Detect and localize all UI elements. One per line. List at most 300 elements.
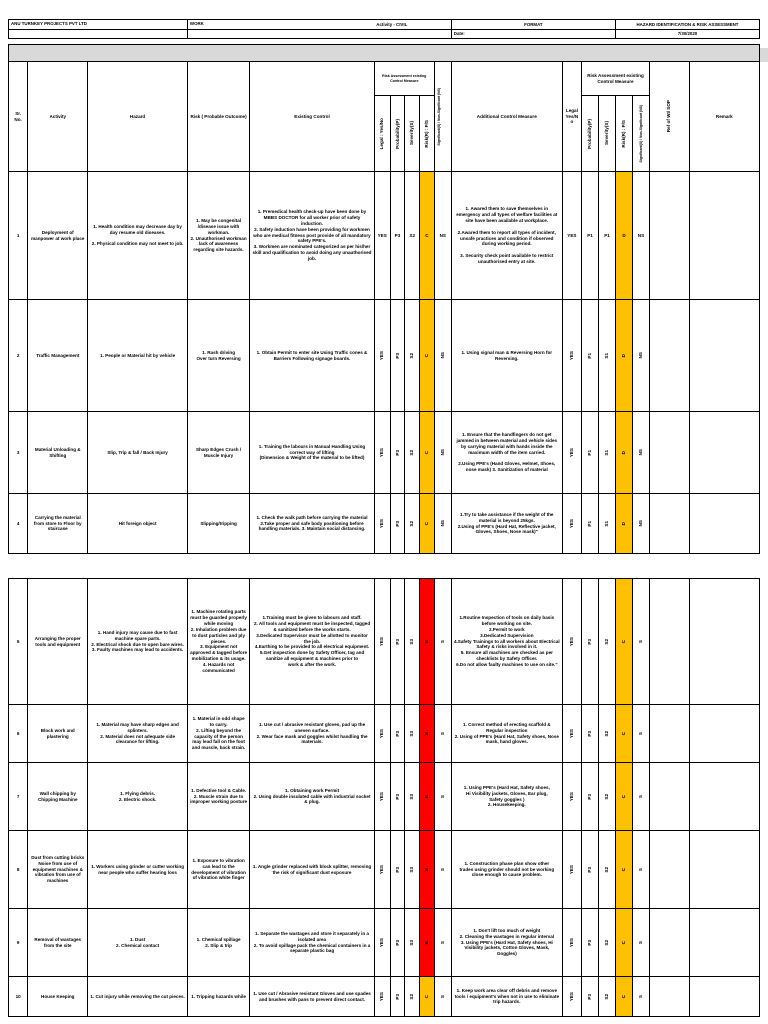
col-risk: Risk ( Probable Outcome)	[187, 62, 249, 172]
cell-sig-text: NS	[439, 232, 446, 238]
cell-activity	[28, 705, 88, 763]
cell-activity-text: House Keeping	[41, 993, 75, 999]
cell-s-text: S3	[409, 638, 415, 645]
cell-existing-text: 1. Separate the wastages and store it separately in a isolated area 2. To avoid spillage pack the chemical containers in a separate plastic bag	[253, 930, 371, 954]
cell-legal	[374, 494, 390, 554]
cell-p2	[582, 412, 599, 494]
cell-additional	[451, 831, 562, 909]
cell-sig	[434, 172, 451, 300]
cell-sig2	[632, 494, 649, 554]
cell-r2	[616, 705, 633, 763]
cell-s2-text: P1	[604, 232, 610, 238]
cell-activity	[28, 831, 88, 909]
cell-p2	[582, 300, 599, 412]
cell-sig2-text: S	[638, 867, 644, 872]
cell-legal2-text: YES	[568, 991, 574, 1002]
cell-p2-text: P3	[587, 993, 593, 1000]
cell-sig-text: S	[439, 940, 445, 945]
cell-r-text: B	[424, 940, 429, 945]
cell-legal-text: YES	[379, 864, 385, 875]
col-legal: Legal : Yes/No	[379, 117, 385, 150]
cell-sr	[9, 579, 28, 705]
cell-s	[405, 300, 420, 412]
col-significant: Significant(S) / Non-Significant (NS)	[436, 87, 441, 146]
cell-s-text: S3	[409, 939, 415, 946]
cell-legal2	[562, 494, 581, 554]
cell-risk-text: 1. Material in odd shape to carry. 2. Lifting beyond the capacity of the person may lead fall on the foot and muscle, back strain.	[191, 715, 246, 751]
cell-sr-text: 5	[16, 638, 20, 644]
cell-existing-text: 1. Obtain Permit to enter site Using Traffic cones & Barriers Following signage boards.	[256, 349, 368, 361]
cell-s2-text: S1	[604, 449, 610, 456]
cell-p	[390, 909, 405, 977]
cell-legal2-text: YES	[568, 728, 574, 739]
col-risk-rating: Risk(R) : P/S	[423, 119, 429, 148]
cell-sig	[434, 494, 451, 554]
cell-legal2	[562, 579, 581, 705]
col-legal-2: Legal Yes/No	[562, 62, 581, 172]
cell-legal2	[562, 831, 581, 909]
cell-r	[420, 494, 435, 554]
cell-legal2	[562, 705, 581, 763]
cell-activity	[28, 494, 88, 554]
cell-risk	[187, 909, 249, 977]
cell-sr	[9, 831, 28, 909]
cell-p-text: P3	[394, 793, 400, 800]
cell-activity	[28, 763, 88, 831]
cell-sig2	[633, 763, 650, 831]
cell-sig	[434, 579, 451, 705]
cell-hazard-text: 1. Hand injury may cause due to fast machine spare parts. 2. Electrical shock due to open bare wires. 3. Faulty machines may lead to accidents.	[91, 629, 184, 653]
cell-activity-text: Dust from cutting bricks Noise from use of equipment machines & vibration from use of machines	[31, 854, 85, 884]
cell-s2	[599, 494, 616, 554]
cell-sig-text: S	[439, 794, 445, 799]
col-significant-2: Significant(S) / Non-Significant (NS)	[638, 104, 643, 163]
cell-ref	[649, 494, 689, 554]
table-row	[9, 172, 760, 300]
cell-sig	[434, 705, 451, 763]
cell-ref	[649, 172, 689, 300]
cell-sig2	[633, 579, 650, 705]
cell-s2	[599, 763, 616, 831]
cell-hazard-text: Hit foreign object	[118, 520, 157, 526]
cell-p2-text: P3	[587, 939, 593, 946]
cell-s	[405, 705, 420, 763]
cell-existing	[250, 300, 375, 412]
cell-s2-text: S2	[604, 993, 610, 1000]
table-row	[9, 300, 760, 412]
date-label: Date:	[451, 30, 615, 39]
cell-sr	[9, 172, 28, 300]
cell-legal	[374, 300, 390, 412]
cell-ref	[650, 977, 690, 1017]
cell-legal	[374, 412, 390, 494]
cell-s2-text: S2	[604, 638, 610, 645]
cell-sig-text: S	[439, 867, 445, 872]
cell-sig	[434, 831, 451, 909]
cell-existing	[250, 705, 375, 763]
cell-existing	[250, 494, 375, 554]
cell-s2	[599, 705, 616, 763]
cell-legal2-text: YES	[568, 518, 574, 529]
cell-sr-text: 10	[15, 993, 21, 999]
cell-hazard	[88, 705, 188, 763]
cell-sig2	[633, 909, 650, 977]
format-label: FORMAT	[451, 20, 615, 30]
cell-additional-text: 1. Construction phase plan show other trades using grinder should not be working close enough to cause problem.	[459, 860, 555, 878]
table-row	[9, 909, 760, 977]
cell-additional-text: 1. Correct method of erecting scaffold & Regular inspection 2. Using of PPE's (Hard Hat, Safety shoes, Nose mask, hand gloves.	[454, 721, 559, 745]
cell-hazard	[88, 494, 188, 554]
cell-sig2-text: S	[638, 940, 644, 945]
cell-additional	[451, 705, 562, 763]
cell-r	[420, 909, 435, 977]
cell-p2-text: P3	[587, 730, 593, 737]
cell-sig	[434, 909, 451, 977]
cell-r2-text: C	[621, 794, 627, 799]
cell-hazard	[88, 909, 188, 977]
cell-existing-text: 1. Obtaining work Permit 2. Using double insulated cable with industrial socket & plug.	[253, 787, 371, 805]
cell-activity	[28, 412, 88, 494]
cell-sig2-text: S	[638, 794, 644, 799]
cell-sr-text: 3	[16, 449, 20, 455]
cell-r2	[616, 831, 633, 909]
cell-sig2	[633, 977, 650, 1017]
table-row	[9, 412, 760, 494]
cell-activity-text: Carrying the material from store to Floor by staircase	[33, 514, 82, 532]
cell-ref	[650, 831, 690, 909]
cell-r	[420, 579, 435, 705]
cell-sig-text: S	[439, 994, 445, 999]
cell-additional-text: 1. Keep work area clear off debris and remove tools / equipment's when not in use to eliminate trip hazards.	[454, 987, 560, 1005]
cell-p2	[582, 705, 599, 763]
cell-legal2	[562, 909, 581, 977]
cell-legal2	[562, 300, 581, 412]
cell-additional-text: 1. Awared them to save themselves in emergency and all types of welfare facilities at site have been available at workplace. 2.Awared them to report all types of incident, unsafe practices and condition if observed during working period. 3. Security check point available to restrict unauthorised entry at site.	[456, 205, 558, 265]
cell-legal-text: YES	[377, 232, 387, 238]
cell-activity-text: Arranging the proper tools and equipment	[34, 635, 81, 647]
cell-r	[420, 831, 435, 909]
cell-remark	[689, 494, 759, 554]
cell-s	[405, 579, 420, 705]
cell-r-text: C	[423, 450, 429, 455]
cell-r2-text: C	[621, 731, 627, 736]
cell-s2	[599, 300, 616, 412]
cell-hazard	[88, 831, 188, 909]
cell-activity	[28, 909, 88, 977]
cell-remark	[689, 172, 759, 300]
cell-s	[405, 172, 420, 300]
cell-risk-text: Sharp Edges Crush / Muscle Injury	[195, 446, 242, 458]
cell-r2	[616, 300, 633, 412]
cell-existing-text: 1. Training the labours in Manual Handling Using correct way of lifting (Dimension & Weight of the material to be lifted)	[258, 443, 366, 461]
col-prob-2: Probability(P)	[587, 118, 593, 149]
cell-activity-text: Block work and plastering	[40, 727, 75, 739]
cell-legal2-text: YES	[568, 350, 574, 361]
cell-r-text: B	[424, 639, 429, 644]
cell-sr	[9, 909, 28, 977]
cell-legal	[374, 579, 390, 705]
cell-remark	[689, 763, 759, 831]
cell-remark	[689, 412, 759, 494]
cell-s-text: S3	[409, 730, 415, 737]
cell-hazard-text: 1. Cut injury while removing the cut pieces.	[90, 993, 185, 999]
cell-risk	[187, 977, 249, 1017]
cell-hazard-text: 1. Dust 2. Chemical contact	[116, 936, 160, 948]
col-remark: Remark	[689, 62, 759, 172]
cell-legal2-text: YES	[568, 636, 574, 647]
cell-risk-text: 1. Exposure to vibration can lead to the development of vibration of vibration white finger	[191, 857, 246, 881]
cell-risk-text: 1. Rash driving Over turn Reversing	[196, 349, 241, 361]
hira-table-page-1	[8, 19, 760, 554]
hira-table-page-2	[8, 578, 760, 1017]
cell-r2-text: D	[622, 232, 626, 238]
company-name: ANU TURNKEY PROJECTS PVT LTD	[9, 20, 188, 30]
cell-p-text: P3	[394, 449, 400, 456]
cell-s-text: S3	[409, 866, 415, 873]
cell-r2-text: D	[621, 450, 626, 455]
cell-p-text: P3	[394, 520, 400, 527]
table-row	[9, 831, 760, 909]
cell-sig2-text: S	[638, 731, 644, 736]
cell-r-text: C	[425, 232, 429, 238]
cell-risk	[187, 831, 249, 909]
cell-p	[390, 172, 405, 300]
cell-legal2-text: YES	[568, 447, 574, 458]
cell-s-text: S2	[409, 352, 415, 359]
cell-hazard-text: 1. Material may have sharp edges and splinters. 2. Material does not adequate side clearance for lifting.	[96, 721, 179, 745]
cell-additional	[451, 579, 562, 705]
cell-legal-text: YES	[379, 447, 385, 458]
cell-r	[420, 300, 435, 412]
cell-legal-text: YES	[379, 636, 385, 647]
cell-sig2	[632, 172, 649, 300]
cell-sig2	[633, 831, 650, 909]
col-sev-2: Severity(S)	[604, 121, 610, 146]
cell-existing	[250, 763, 375, 831]
cell-legal-text: YES	[379, 728, 385, 739]
cell-r	[420, 172, 435, 300]
cell-sr-text: 2	[16, 352, 20, 358]
cell-s2-text: S2	[604, 866, 610, 873]
cell-s	[405, 831, 420, 909]
col-hazard: Hazard	[88, 62, 188, 172]
cell-p-text: P3	[394, 232, 401, 238]
col-existing-control: Existing Control	[250, 62, 375, 172]
cell-additional-text: 1. Using PPE's (Hard Hat, Safety shoes, Hi Visibility jackets, Gloves, Ear plug, Safety goggles ) 2. Housekeeping.	[463, 784, 550, 808]
cell-hazard-text: 1. Health condition may decrease day by day resume old diseases. 2. Physical condition may not meet to job.	[91, 223, 184, 247]
cell-risk	[187, 172, 249, 300]
cell-sig2-text: NS	[637, 449, 643, 456]
cell-r2-text: C	[621, 867, 627, 872]
cell-s-text: S3	[409, 793, 415, 800]
col-ra2-group: Risk Assessment existing Control Measure	[582, 62, 650, 96]
cell-additional	[451, 909, 562, 977]
cell-s-text: S2	[409, 520, 415, 527]
work-label: WORK	[187, 20, 374, 30]
cell-existing	[250, 977, 375, 1017]
cell-p	[390, 977, 405, 1017]
cell-hazard	[88, 172, 188, 300]
cell-existing	[250, 831, 375, 909]
cell-sr-text: 7	[16, 793, 20, 799]
cell-activity-text: Deployment of manpower at work place	[31, 229, 85, 241]
cell-sig	[434, 763, 451, 831]
col-prob: Probability(P)	[394, 118, 400, 149]
cell-r2-text: C	[621, 639, 627, 644]
cell-r	[420, 412, 435, 494]
cell-existing-text: 1. Check the walk path before carrying the material 2.Take proper and safe body positioning before handling materials. 3. Maintain social distancing.	[256, 514, 368, 532]
table-row	[9, 494, 760, 554]
cell-r-text: B	[424, 867, 429, 872]
cell-remark	[689, 705, 759, 763]
cell-hazard	[88, 763, 188, 831]
cell-remark	[689, 300, 759, 412]
cell-hazard-text: 1. Workers using grinder or cutter working near people who suffer hearing loss	[91, 863, 185, 875]
cell-hazard-text: 1. People or Material hit by vehicle	[100, 352, 176, 358]
cell-r2-text: C	[621, 994, 627, 999]
cell-risk	[187, 705, 249, 763]
cell-legal2	[562, 412, 581, 494]
grey-band	[760, 48, 768, 62]
cell-risk	[187, 494, 249, 554]
cell-p-text: P3	[394, 993, 400, 1000]
cell-p	[390, 579, 405, 705]
cell-legal-text: YES	[379, 991, 385, 1002]
cell-p2-text: P3	[587, 638, 593, 645]
cell-r2-text: C	[621, 940, 627, 945]
table-row	[9, 977, 760, 1017]
cell-hazard-text: Slip, Trip & fall / Back Injury	[107, 449, 168, 455]
cell-existing	[250, 909, 375, 977]
cell-s	[405, 909, 420, 977]
cell-risk	[187, 579, 249, 705]
cell-sr	[9, 412, 28, 494]
cell-existing-text: 1. Premedical health check-up have been done by MBBS DOCTOR for all worker prior of safety induction. 2. Safety induction have been providing for workmen who are medical fitness post provide of all mandatory safety PPE's. 3. Workmen are nominated categorized as per his/her skill and qualification to avoid doing any unauthorised job.	[252, 208, 372, 262]
cell-existing	[250, 579, 375, 705]
cell-s2-text: S2	[604, 793, 610, 800]
cell-legal2-text: YES	[568, 791, 574, 802]
cell-legal	[374, 763, 390, 831]
cell-legal2	[562, 172, 581, 300]
cell-existing-text: 1. Use cut / Abrasive resistant Gloves and use spades and brushes with pans to prevent direct contact.	[253, 990, 371, 1002]
table-row	[9, 763, 760, 831]
cell-sig2-text: NS	[637, 232, 645, 238]
cell-sig-text: S	[439, 639, 445, 644]
cell-s	[405, 763, 420, 831]
cell-sig-text: NS	[439, 352, 445, 359]
cell-risk-text: 1. Machine rotating parts must be guarded properly while moving 2. Inhalation problem due to dust particles and ply pieces. 3. Equipment not approved & tagged before mobilization & its usage. 4. Hazards not communicated	[190, 608, 248, 674]
col-ra-group: Risk Assessment existing Control Measure	[374, 62, 434, 96]
cell-ref	[650, 763, 690, 831]
cell-activity	[28, 172, 88, 300]
cell-remark	[689, 909, 759, 977]
cell-sr-text: 6	[16, 730, 20, 736]
cell-hazard	[88, 579, 188, 705]
cell-p-text: P3	[394, 730, 400, 737]
cell-additional	[451, 172, 562, 300]
col-sev: Severity(S)	[409, 121, 415, 146]
cell-legal	[374, 909, 390, 977]
cell-additional-text: 1. Ensure that the handfingers do not get jammed in between material and vehicle sides by carrying material with hands inside the maximum width of the item carried. 2.Using PPE's (Hand Gloves, Helmet, Shoes, nose mask) 3. Sanitization of material	[456, 431, 558, 473]
cell-sig2	[632, 300, 649, 412]
cell-remark	[689, 579, 759, 705]
cell-r-text: C	[423, 521, 429, 526]
cell-activity-text: Material Unloading & Shifting	[34, 446, 81, 458]
cell-ref	[649, 300, 689, 412]
cell-sig2-text: NS	[637, 352, 643, 359]
cell-existing	[250, 172, 375, 300]
cell-p2-text: P3	[587, 866, 593, 873]
cell-additional-text: 1. Don't lift too much of weight 2. Cleaning the wastages in regular interval 3. Using PPE's (Hard Hat, Safety shoes, Hi Visibility jackets, Cotton Gloves, Mask, Goggles)	[459, 927, 555, 957]
cell-p-text: P3	[394, 939, 400, 946]
cell-p	[390, 763, 405, 831]
cell-p2-text: P1	[587, 449, 593, 456]
cell-s2-text: S2	[604, 730, 610, 737]
cell-s-text: S2	[409, 993, 415, 1000]
cell-p2	[582, 763, 599, 831]
cell-p	[390, 412, 405, 494]
cell-legal-text: YES	[379, 791, 385, 802]
cell-s2	[599, 977, 616, 1017]
cell-p-text: P3	[394, 352, 400, 359]
cell-p	[390, 300, 405, 412]
cell-p	[390, 494, 405, 554]
cell-additional-text: 1.Routine Inspection of tools on daily basis before working on site. 2.Permit to work 3.Dedicated Supervision 4.Safety Trainings to all workers about Electrical Safety & risks involved in it. 5. Ensure all machines are checked as per checklists by Safety Officer. 6.Do not allow faulty machines to use on site."	[453, 614, 560, 668]
cell-p2-text: P1	[587, 232, 593, 238]
cell-activity	[28, 579, 88, 705]
cell-p2	[582, 909, 599, 977]
cell-r2-text: D	[621, 353, 626, 358]
cell-ref	[650, 579, 690, 705]
cell-s2	[599, 909, 616, 977]
cell-legal	[374, 172, 390, 300]
cell-r	[420, 977, 435, 1017]
cell-p	[390, 831, 405, 909]
cell-hazard	[88, 977, 188, 1017]
cell-legal-text: YES	[379, 350, 385, 361]
cell-ref	[650, 909, 690, 977]
cell-risk-text: 1. Defective tool & Cable. 2. Muscle strain due to improper working posture	[190, 787, 248, 805]
table-row	[9, 705, 760, 763]
cell-legal	[374, 977, 390, 1017]
cell-activity	[28, 977, 88, 1017]
cell-activity	[28, 300, 88, 412]
cell-r2	[616, 412, 633, 494]
cell-sig-text: NS	[439, 449, 445, 456]
col-risk-rating-2: Risk(R) : P/S	[621, 119, 626, 148]
document-title: HAZARD IDENTIFICATION & RISK ASSESSMENT	[616, 20, 760, 30]
cell-ref	[649, 412, 689, 494]
cell-r2	[616, 494, 633, 554]
cell-additional-text: 1. Using signal man & Reversing Horn for Reversing.	[461, 349, 553, 361]
cell-sr-text: 8	[16, 866, 20, 872]
cell-sig-text: S	[439, 731, 445, 736]
cell-r-text: B	[424, 731, 429, 736]
cell-risk	[187, 300, 249, 412]
cell-risk-text: 1. May be congenital /disease issue with workman. 2. Unauthorised workman lack of awareness regarding site hazards.	[190, 217, 247, 253]
cell-risk	[187, 763, 249, 831]
cell-activity-text: Wall chipping by Chipping Machine	[37, 790, 78, 802]
cell-r-text: C	[423, 353, 429, 358]
cell-p2	[582, 494, 599, 554]
cell-legal2-text: YES	[568, 937, 574, 948]
cell-p2	[582, 977, 599, 1017]
cell-risk-text: Slipping/tripping	[200, 520, 237, 526]
cell-existing-text: 1.Training must be given to labours and staff. 2. All tools and equipment must be inspected, tagged & sanitized before the works starts. 3.Dedicated Supervisor must be allotted to monitor the job. 4.Earthing to be provided to all electrical equipment. 5.Get inspection done by Safety Officer, tag and sanitize all equipment & machines prior to work & after the work.	[253, 614, 371, 668]
cell-legal2	[562, 977, 581, 1017]
cell-risk-text: 1. Chemical spillage 2. Slip & trip	[196, 936, 241, 948]
col-activity: Activity	[28, 62, 88, 172]
